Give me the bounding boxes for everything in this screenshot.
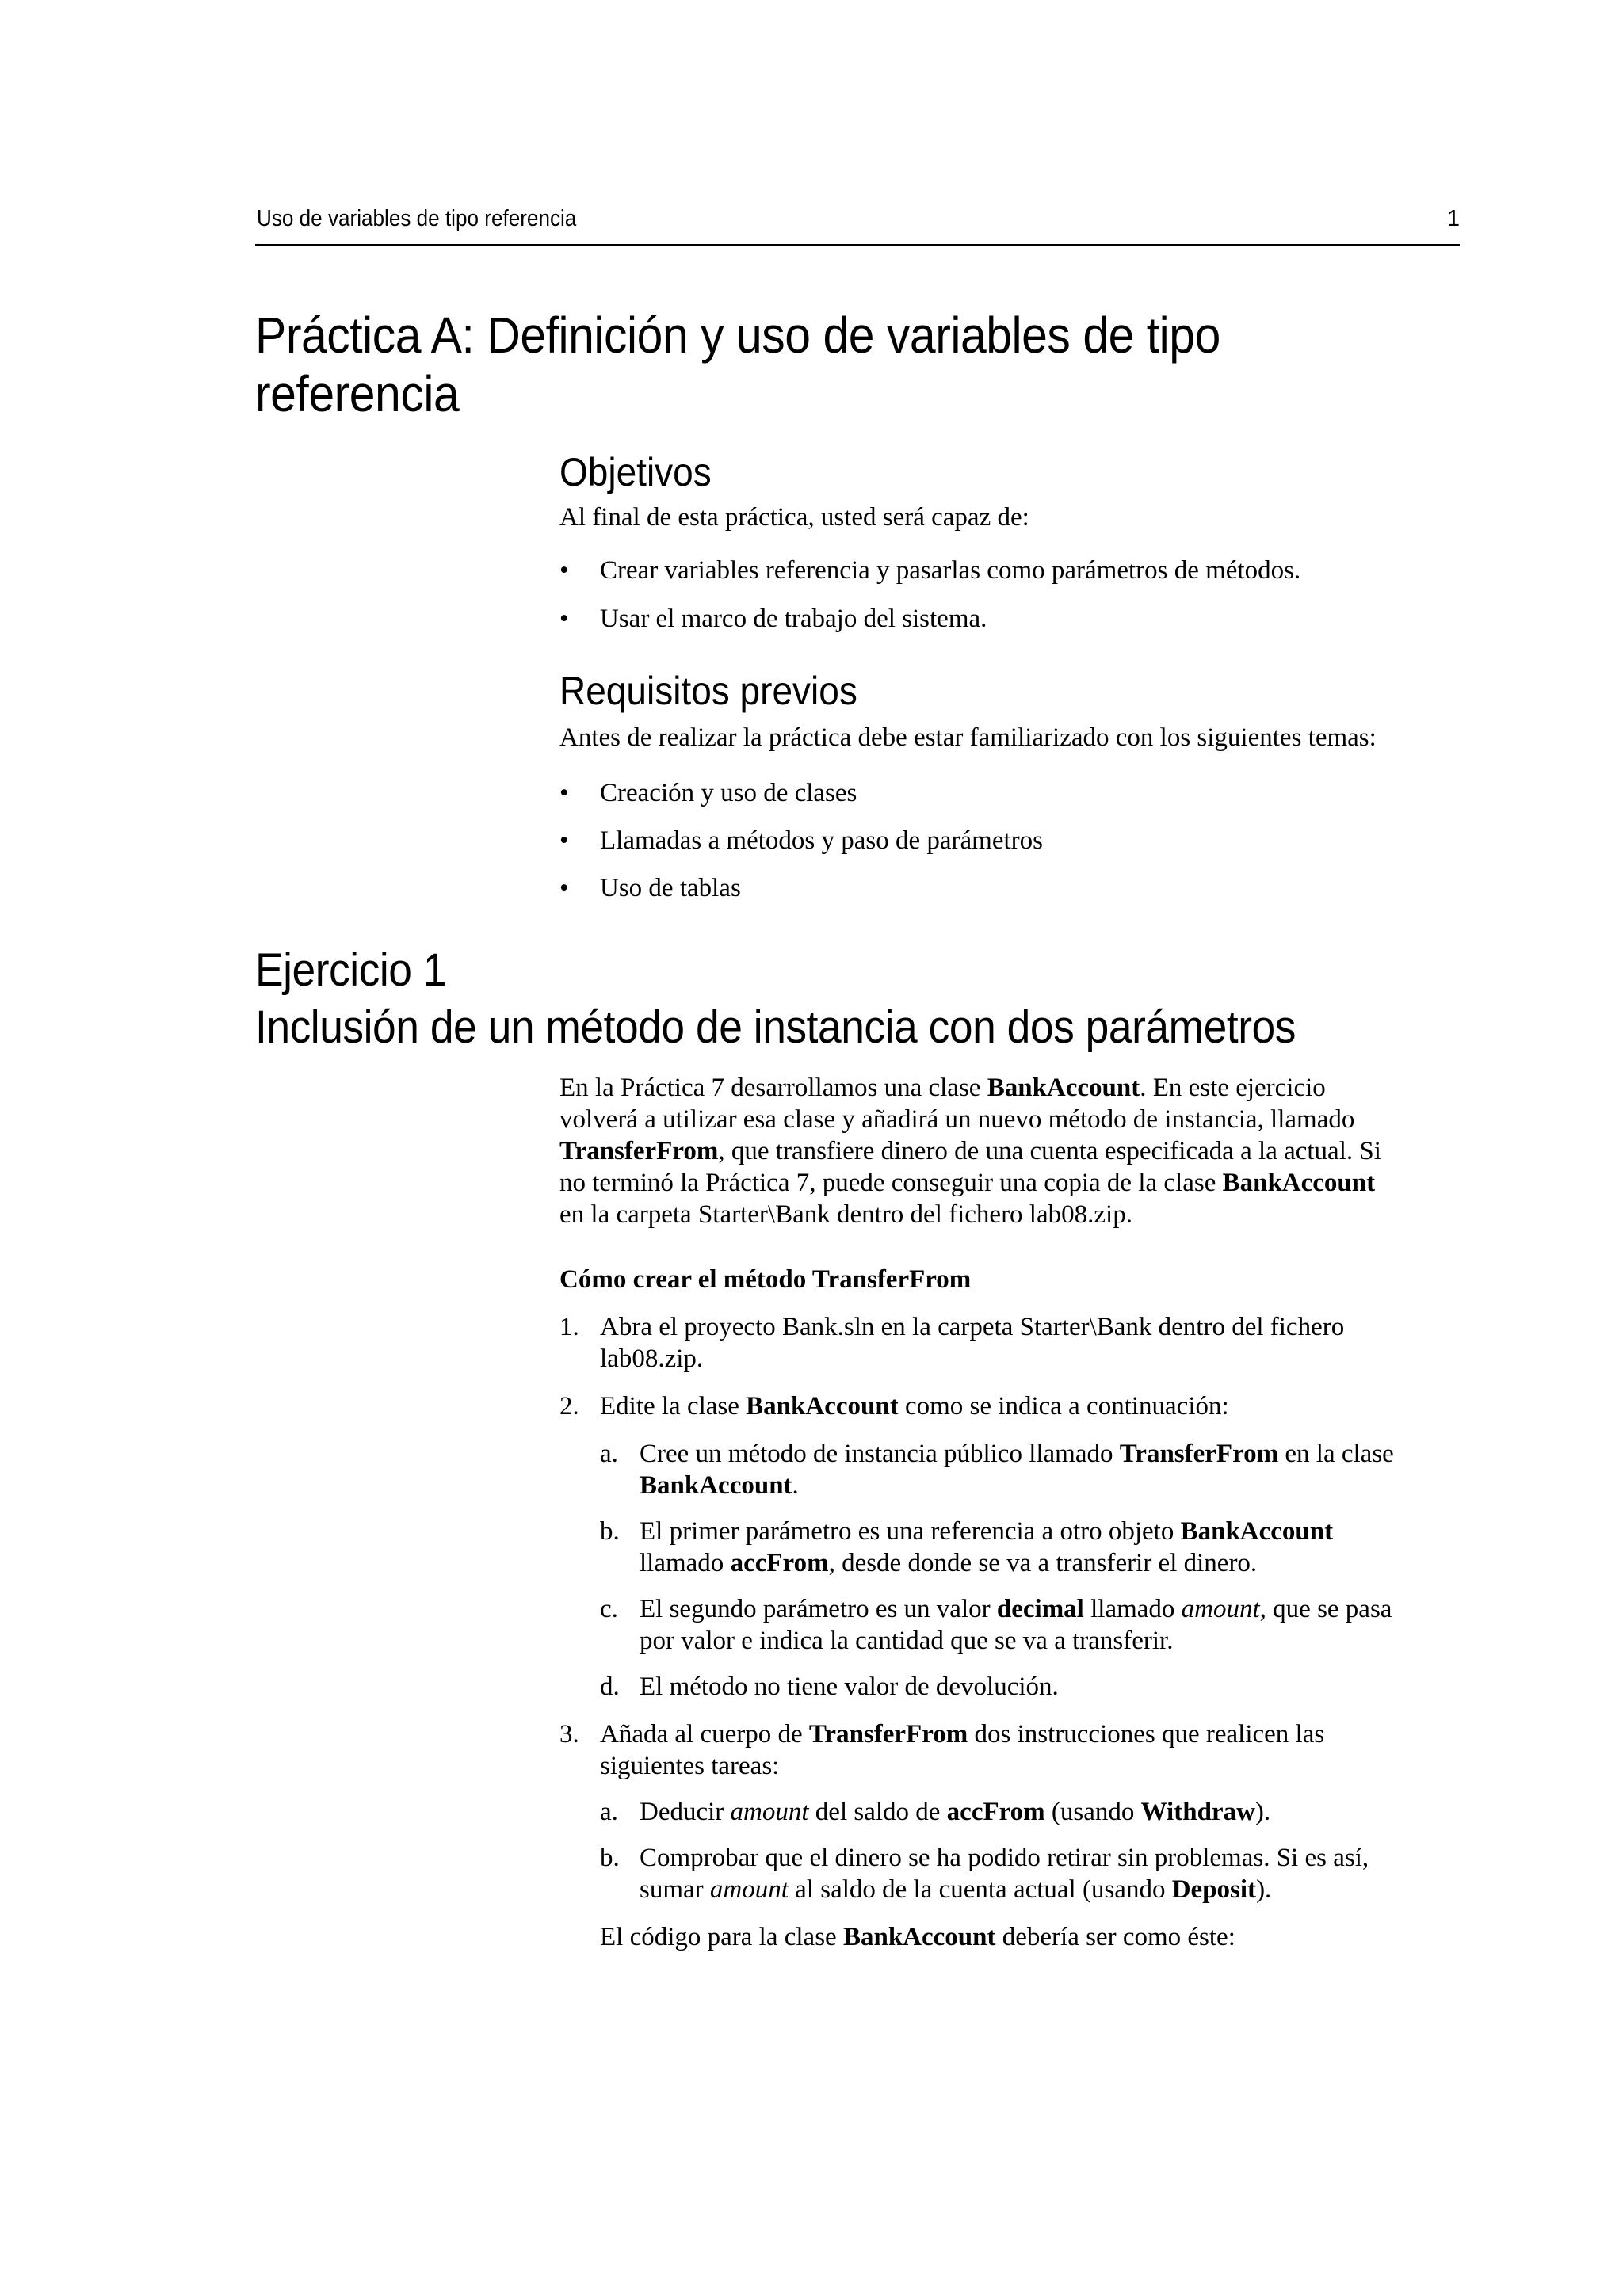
page-title-line1: Práctica A: Definición y uso de variables de tipo [255,307,1220,364]
requisitos-heading: Requisitos previos [559,669,857,713]
substep-text: El primer parámetro es una referencia a otro objeto BankAccount [640,1517,1334,1546]
substep-marker: b. [600,1844,620,1872]
step-text: lab08.zip. [600,1344,704,1373]
requisitos-item: Llamadas a métodos y paso de parámetros [600,826,1043,855]
page-number: 1 [1446,206,1460,231]
exercise-para-line: En la Práctica 7 desarrollamos una clase BankAccount. En este ejercicio [559,1074,1326,1102]
page-title-line2: referencia [255,365,460,422]
exercise-heading: Ejercicio 1 [255,944,447,996]
substep-text: BankAccount. [640,1471,799,1500]
substep-marker: d. [600,1672,620,1701]
requisitos-intro: Antes de realizar la práctica debe estar familiarizado con los siguientes temas: [559,723,1377,752]
running-header [255,204,1460,246]
exercise-para-line: no terminó la Práctica 7, puede conseguir una copia de la clase BankAccount [559,1169,1376,1197]
substep-text: llamado accFrom, desde donde se va a transferir el dinero. [640,1549,1258,1577]
substep-text: Cree un método de instancia público llamado TransferFrom en la clase [640,1440,1394,1468]
substep-marker: c. [600,1595,618,1623]
step-text: Añada al cuerpo de TransferFrom dos instrucciones que realicen las [600,1720,1325,1749]
step-number: 1. [559,1313,579,1341]
closing-text: El código para la clase BankAccount debería ser como éste: [600,1923,1235,1951]
bullet-icon: • [559,874,569,902]
running-header-title: Uso de variables de tipo referencia [257,206,577,231]
substep-text: Comprobar que el dinero se ha podido retirar sin problemas. Si es así, [640,1844,1369,1872]
bullet-icon: • [559,826,569,855]
bullet-icon: • [559,605,569,633]
step-number: 2. [559,1392,579,1421]
requisitos-item: Uso de tablas [600,874,741,902]
exercise-subheading: Inclusión de un método de instancia con dos parámetros [255,1001,1296,1053]
step-text: siguientes tareas: [600,1752,780,1780]
objetivos-item: Crear variables referencia y pasarlas como parámetros de métodos. [600,556,1301,585]
substep-text: sumar amount al saldo de la cuenta actual (usando Deposit). [640,1875,1272,1904]
exercise-para-line: en la carpeta Starter\Bank dentro del fichero lab08.zip. [559,1200,1132,1229]
step-text: Abra el proyecto Bank.sln en la carpeta Starter\Bank dentro del fichero [600,1313,1345,1341]
requisitos-item: Creación y uso de clases [600,779,857,807]
exercise-para-line: volverá a utilizar esa clase y añadirá un nuevo método de instancia, llamado [559,1105,1355,1134]
objetivos-intro: Al final de esta práctica, usted será capaz de: [559,503,1029,532]
substep-text: Deducir amount del saldo de accFrom (usando Withdraw). [640,1798,1271,1826]
step-number: 3. [559,1720,579,1749]
step-text: Edite la clase BankAccount como se indica a continuación: [600,1392,1229,1421]
substep-marker: a. [600,1798,618,1826]
substep-marker: a. [600,1440,618,1468]
objetivos-heading: Objetivos [559,450,712,494]
substep-marker: b. [600,1517,620,1546]
substep-text: por valor e indica la cantidad que se va a transferir. [640,1627,1174,1655]
objetivos-item: Usar el marco de trabajo del sistema. [600,605,987,633]
exercise-para-line: TransferFrom, que transfiere dinero de una cuenta especificada a la actual. Si [559,1137,1381,1165]
bullet-icon: • [559,779,569,807]
bullet-icon: • [559,556,569,585]
substep-text: El segundo parámetro es un valor decimal llamado amount, que se pasa [640,1595,1392,1623]
substep-text: El método no tiene valor de devolución. [640,1672,1059,1701]
procedure-title: Cómo crear el método TransferFrom [559,1265,972,1294]
